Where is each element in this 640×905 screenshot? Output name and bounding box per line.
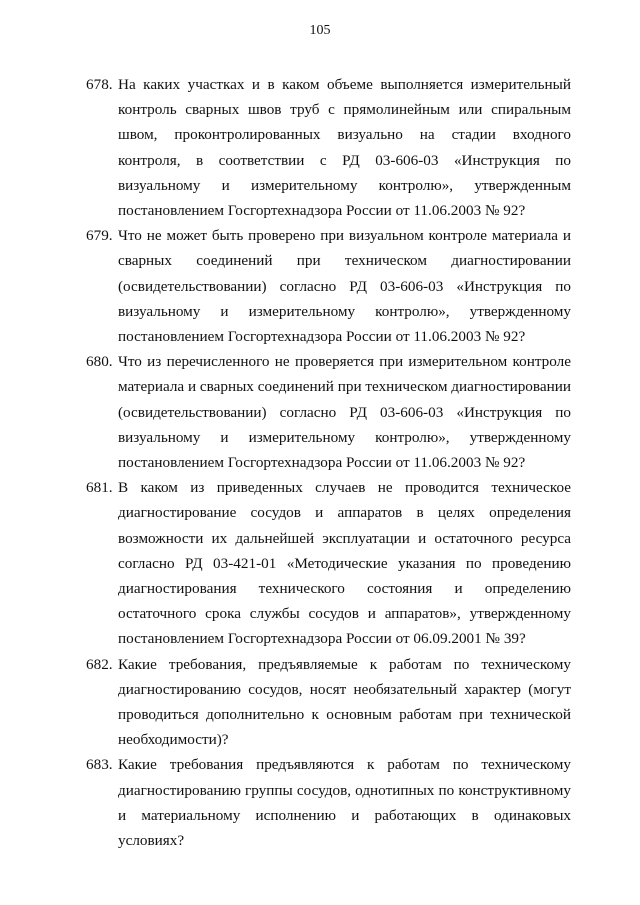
question-item: [86, 752, 571, 853]
question-item: [86, 223, 571, 349]
question-text: Что не может быть проверено при визуальном контроле материала и сварных соединений при техническом диагностировании (освидетельствовании) согласно РД 03-606-03 «Инструкция по визуальному и измерительному контролю», утвержденному постановлением Госгортехнадзора России от 11.06.2003 № 92?: [118, 227, 571, 346]
question-item: [86, 475, 571, 651]
question-number: 681.: [86, 479, 113, 497]
question-number: 679.: [86, 227, 113, 245]
question-number: 680.: [86, 353, 113, 371]
question-number: 683.: [86, 756, 113, 774]
question-list: [86, 72, 571, 853]
question-number: 678.: [86, 76, 113, 93]
question-item: [86, 652, 571, 753]
page-number: 105: [309, 23, 331, 38]
question-number: 682.: [86, 655, 113, 673]
question-text: Что из перечисленного не проверяется при измерительном контроле материала и сварных соединений при техническом диагностировании (освидетельствовании) согласно РД 03-606-03 «Инструкция по визуальному и измерительному контролю», утвержденному постановлением Госгортехнадзора России от 11.06.2003 № 92?: [118, 353, 571, 472]
question-text: Какие требования предъявляются к работам по техническому диагностированию группы сосудов, однотипных по конструктивному и материальному исполнению и работающих в одинаковых условиях?: [118, 756, 571, 850]
question-text: Какие требования, предъявляемые к работам по техническому диагностированию сосудов, носят необязательный характер (могут проводиться дополнительно к основным работам при технической необходимости)?: [118, 655, 571, 749]
question-item: [86, 349, 571, 475]
question-text: На каких участках и в каком объеме выполняется измерительный контроль сварных швов труб с прямолинейным или спиральным швом, проконтролированных визуально на стадии входного контроля, в соответствии с РД 03-606-03 «Инструкция по визуальному и измерительному контролю», утвержденным постановлением Госгортехнадзора России от 11.06.2003 № 92?: [118, 76, 571, 220]
question-item: [86, 72, 571, 223]
question-text: В каком из приведенных случаев не проводится техническое диагностирование сосудов и аппаратов в целях определения возможности их дальнейшей эксплуатации и остаточного ресурса согласно РД 03-421-01 «Методические указания по проведению диагностирования технического состояния и определению остаточного срока службы сосудов и аппаратов», утвержденному постановлением Госгортехнадзора России от 06.09.2001 № 39?: [118, 479, 571, 648]
